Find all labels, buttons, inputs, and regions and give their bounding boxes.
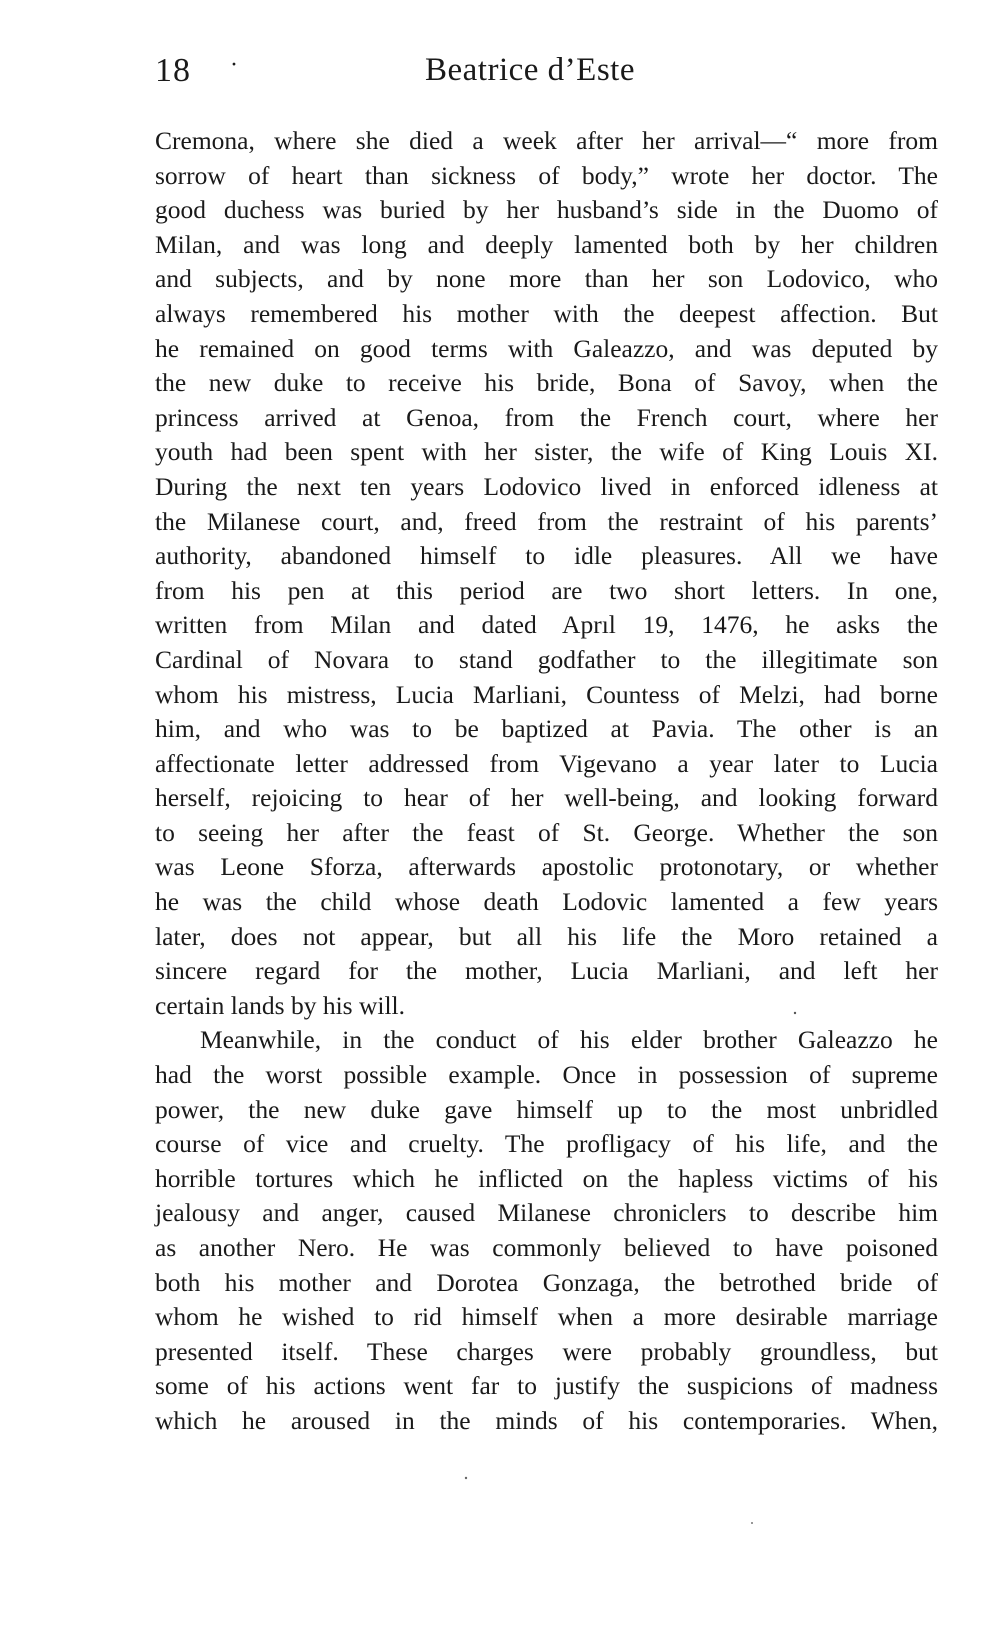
body-text: [155, 124, 938, 1439]
paragraph-2: [155, 1023, 938, 1438]
text-line: sorrow of heart than sickness of body,” wrote her doctor. The: [155, 160, 938, 190]
text-line: princess arrived at Genoa, from the French court, where her: [155, 402, 938, 432]
page-number: 18: [155, 52, 191, 89]
text-line: to seeing her after the feast of St. George. Whether the son: [155, 817, 938, 847]
text-line: certain lands by his will.: [155, 990, 405, 1020]
paragraph-1: [155, 124, 938, 1023]
text-line: good duchess was buried by her husband’s side in the Duomo of: [155, 195, 938, 225]
header-separator: ·: [230, 52, 238, 78]
text-line: which he aroused in the minds of his contemporaries. When,: [155, 1405, 938, 1435]
text-line: power, the new duke gave himself up to the most unbridled: [155, 1094, 938, 1124]
text-line: and subjects, and by none more than her son Lodovico, who: [155, 264, 938, 294]
text-line: During the next ten years Lodovico lived in enforced idleness at: [155, 471, 938, 501]
scan-speck: [751, 1522, 753, 1524]
text-line: him, and who was to be baptized at Pavia. The other is an: [155, 714, 938, 744]
page-header: [155, 52, 940, 98]
text-line: whom his mistress, Lucia Marliani, Countess of Melzi, had borne: [155, 679, 938, 709]
text-line: some of his actions went far to justify the suspicions of madness: [155, 1371, 938, 1401]
text-line: he was the child whose death Lodovic lamented a few years: [155, 887, 938, 917]
text-line: presented itself. These charges were probably groundless, but: [155, 1336, 938, 1366]
text-line: Meanwhile, in the conduct of his elder brother Galeazzo he: [200, 1025, 938, 1055]
text-line: jealousy and anger, caused Milanese chroniclers to describe him: [155, 1198, 938, 1228]
text-line: whom he wished to rid himself when a more desirable marriage: [155, 1302, 938, 1332]
text-line: he remained on good terms with Galeazzo, and was deputed by: [155, 333, 938, 363]
text-line: the new duke to receive his bride, Bona of Savoy, when the: [155, 368, 938, 398]
text-line: later, does not appear, but all his life the Moro retained a: [155, 921, 938, 951]
text-line: horrible tortures which he inflicted on the hapless victims of his: [155, 1163, 938, 1193]
text-line: authority, abandoned himself to idle pleasures. All we have: [155, 541, 938, 571]
text-line: from his pen at this period are two short letters. In one,: [155, 575, 938, 605]
text-line: always remembered his mother with the deepest affection. But: [155, 298, 938, 328]
text-line: written from Milan and dated Aprıl 19, 1476, he asks the: [155, 610, 938, 640]
text-line: herself, rejoicing to hear of her well-being, and looking forward: [155, 783, 938, 813]
text-line: youth had been spent with her sister, the wife of King Louis XI.: [155, 437, 938, 467]
text-line: had the worst possible example. Once in possession of supreme: [155, 1060, 938, 1090]
text-line: Milan, and was long and deeply lamented both by her children: [155, 229, 938, 259]
text-line: the Milanese court, and, freed from the restraint of his parents’: [155, 506, 938, 536]
text-line: as another Nero. He was commonly believed to have poisoned: [155, 1233, 938, 1262]
text-line: Cremona, where she died a week after her arrival—“ more from: [155, 126, 938, 155]
text-line: sincere regard for the mother, Lucia Marliani, and left her: [155, 956, 938, 986]
text-line: course of vice and cruelty. The profligacy of his life, and the: [155, 1129, 938, 1159]
text-line: was Leone Sforza, afterwards apostolic protonotary, or whether: [155, 852, 938, 882]
text-line: Cardinal of Novara to stand godfather to the illegitimate son: [155, 644, 938, 674]
scan-speck: [465, 1477, 467, 1479]
running-title: Beatrice d’Este: [425, 52, 635, 88]
text-line: affectionate letter addressed from Vigevano a year later to Lucia: [155, 748, 938, 778]
text-line: both his mother and Dorotea Gonzaga, the betrothed bride of: [155, 1267, 938, 1297]
